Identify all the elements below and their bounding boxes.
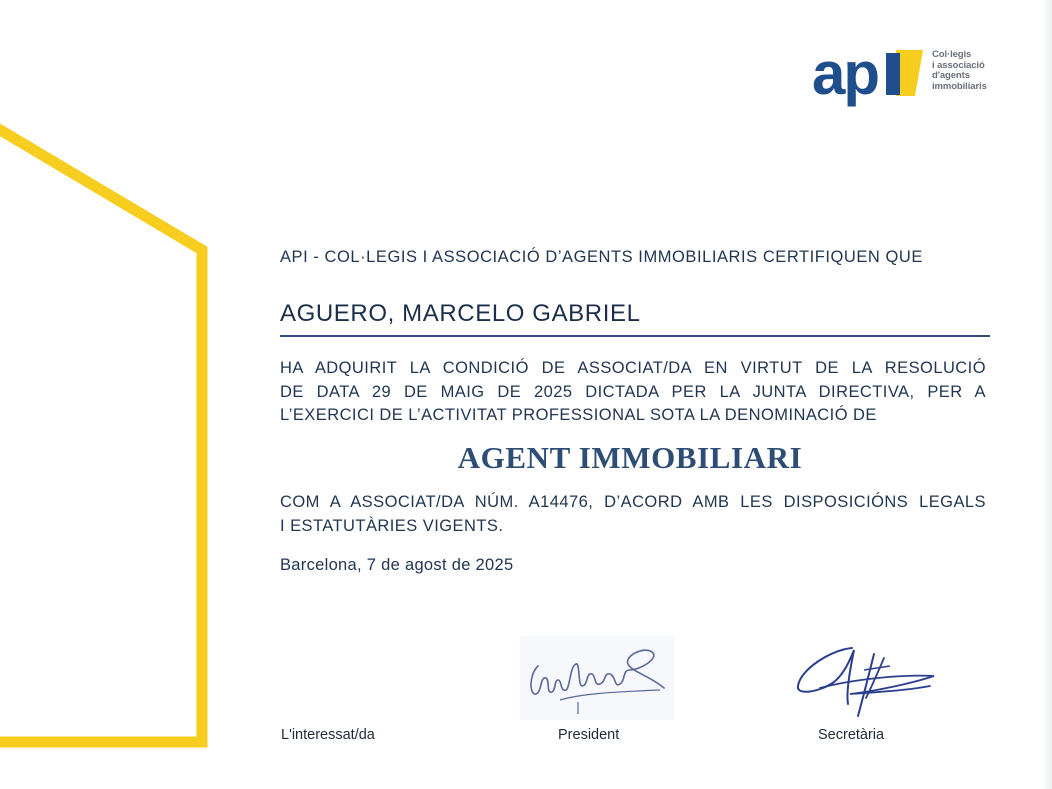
paragraph-line: DE DATA 29 DE MAIG DE 2025 DICTADA PER LA JUNTA DIRECTIVA, PER A	[280, 382, 986, 401]
paragraph-line: L’EXERCICI DE L’ACTIVITAT PROFESSIONAL SOTA LA DENOMINACIÓ DE	[280, 406, 877, 424]
president-signature	[520, 636, 680, 722]
page-edge-shadow	[1042, 0, 1052, 789]
certificate-intro: API - COL·LEGIS I ASSOCIACIÓ D’AGENTS IMMOBILIARIS CERTIFIQUEN QUE	[280, 248, 923, 266]
paragraph-line: COM A ASSOCIAT/DA NÚM. A14476, D’ACORD AMB LES DISPOSICIÓNS LEGALS	[280, 493, 986, 511]
logo-caption-line: i associació	[932, 59, 985, 71]
member-name: AGUERO, MARCELO GABRIEL	[280, 300, 641, 327]
api-logo-caption	[932, 50, 987, 92]
president-label: President	[558, 727, 620, 743]
api-logo-mark	[812, 46, 924, 112]
logo-caption-line: Col·legis	[932, 49, 972, 60]
logo-caption-line: d'agents	[932, 70, 970, 81]
paragraph-line: HA ADQUIRIT LA CONDICIÓ DE ASSOCIAT/DA EN VIRTUT DE LA RESOLUCIÓ	[280, 359, 986, 377]
secretaria-label: Secretària	[818, 727, 885, 743]
interessat-label: L'interessat/da	[281, 727, 375, 743]
denomination-title: AGENT IMMOBILIARI	[457, 440, 803, 475]
membership-paragraph	[280, 491, 986, 538]
paragraph-line: I ESTATUTÀRIES VIGENTS.	[280, 516, 504, 535]
secretaria-signature	[790, 640, 950, 724]
name-underline	[280, 335, 990, 337]
resolution-paragraph	[280, 357, 986, 428]
place-and-date: Barcelona, 7 de agost de 2025	[280, 556, 514, 574]
house-outline-graphic	[0, 0, 220, 789]
svg-text:ap: ap	[812, 46, 879, 107]
api-logo	[812, 46, 987, 112]
logo-caption-line: immobiliaris	[932, 80, 987, 92]
